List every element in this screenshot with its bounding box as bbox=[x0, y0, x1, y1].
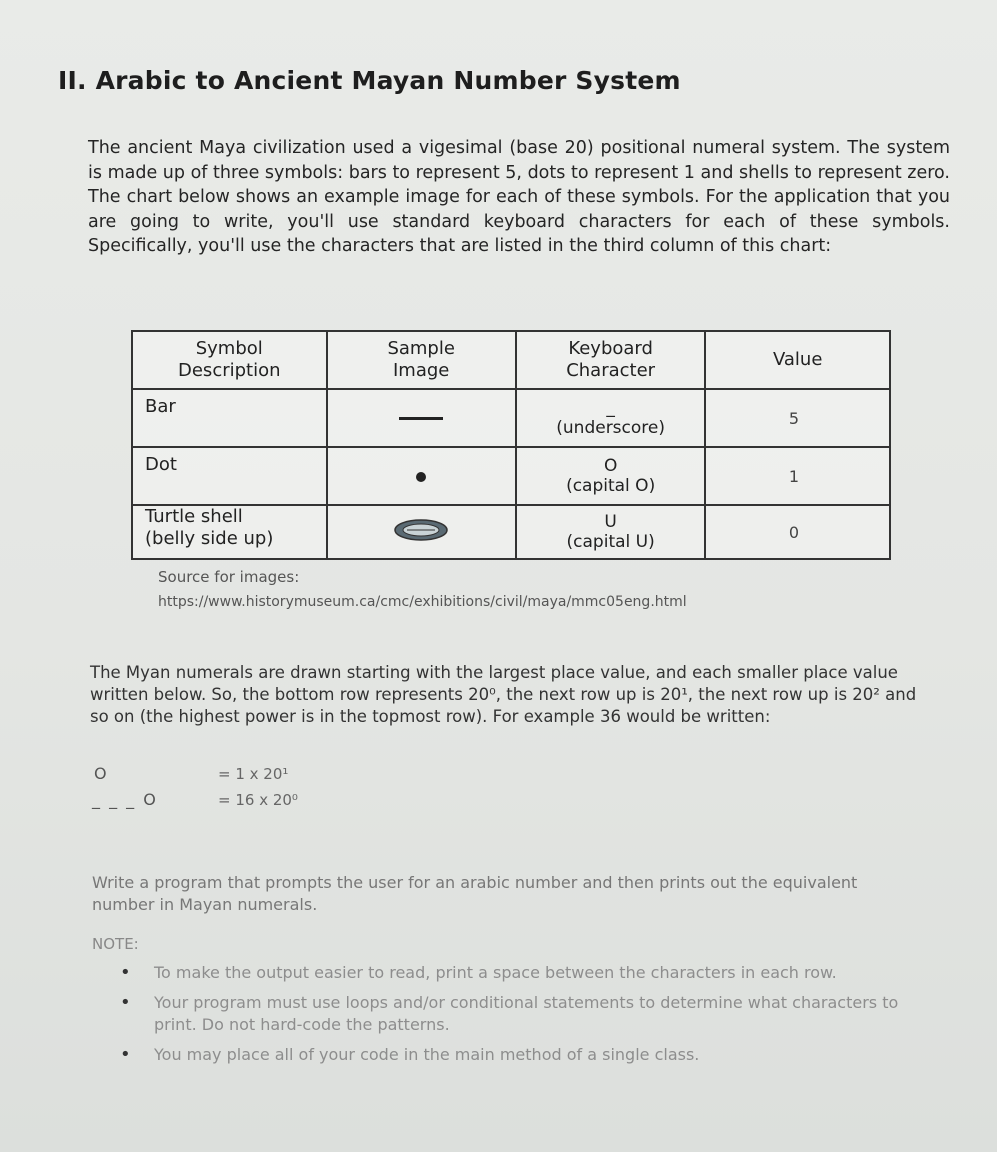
value-cell: 0 bbox=[705, 505, 890, 559]
value-cell: 5 bbox=[705, 389, 890, 447]
note-label: NOTE: bbox=[92, 935, 139, 953]
example-row2-equation: = 16 x 20⁰ bbox=[218, 791, 298, 809]
key-cell: _ (underscore) bbox=[516, 389, 706, 447]
desc-cell: Turtle shell (belly side up) bbox=[132, 505, 327, 559]
header-keyboard-character: Keyboard Character bbox=[516, 331, 706, 389]
value-cell: 1 bbox=[705, 447, 890, 505]
example-row2-symbols: _ _ _ O bbox=[92, 790, 158, 809]
example-row1-symbols: O bbox=[94, 764, 109, 783]
table-row-shell bbox=[132, 505, 890, 559]
shell-icon bbox=[393, 518, 449, 542]
notes-list bbox=[118, 962, 918, 1074]
task-paragraph: Write a program that prompts the user for an arabic number and then prints out the equivalent number in Mayan numerals. bbox=[92, 873, 858, 914]
table-row-dot bbox=[132, 447, 890, 505]
key-cell: O (capital O) bbox=[516, 447, 706, 505]
bar-icon bbox=[399, 417, 443, 420]
header-value: Value bbox=[705, 331, 890, 389]
key-cell: U (capital U) bbox=[516, 505, 706, 559]
image-cell bbox=[327, 389, 516, 447]
list-item: • To make the output easier to read, print a space between the characters in each row. bbox=[118, 962, 918, 984]
desc-cell: Bar bbox=[132, 389, 327, 447]
source-label: Source for images: bbox=[158, 568, 300, 586]
intro-paragraph: The ancient Maya civilization used a vigesimal (base 20) positional numeral system. The system is made up of three symbols: bars to represent 5, dots to represent 1 and shells to represent zero. The chart below shows an example image for each of these symbols. For the application that you are going to write, you'll use standard keyboard characters for each of these symbols. Specifically, you'll use the characters that are listed in the third column of this chart: bbox=[88, 138, 950, 256]
table-header-row bbox=[132, 331, 890, 389]
header-sample-image: Sample Image bbox=[327, 331, 516, 389]
image-cell bbox=[327, 447, 516, 505]
table-row-bar bbox=[132, 389, 890, 447]
symbol-table bbox=[131, 330, 891, 560]
image-cell bbox=[327, 505, 516, 559]
section-heading: II. Arabic to Ancient Mayan Number System bbox=[58, 66, 681, 95]
header-symbol-description: Symbol Description bbox=[132, 331, 327, 389]
explanation-paragraph: The Myan numerals are drawn starting with the largest place value, and each smaller place value written below. So, the bottom row represents 20⁰, the next row up is 20¹, the next row up is 20² and so on (the highest power is in the topmost row). For example 36 would be written: bbox=[90, 663, 917, 726]
source-url: https://www.historymuseum.ca/cmc/exhibitions/civil/maya/mmc05eng.html bbox=[158, 594, 687, 610]
list-item: • You may place all of your code in the main method of a single class. bbox=[118, 1044, 918, 1066]
dot-icon bbox=[416, 472, 426, 482]
desc-cell: Dot bbox=[132, 447, 327, 505]
list-item: • Your program must use loops and/or conditional statements to determine what characters to print. Do not hard-code the patterns. bbox=[118, 992, 918, 1036]
example-row1-equation: = 1 x 20¹ bbox=[218, 765, 289, 783]
